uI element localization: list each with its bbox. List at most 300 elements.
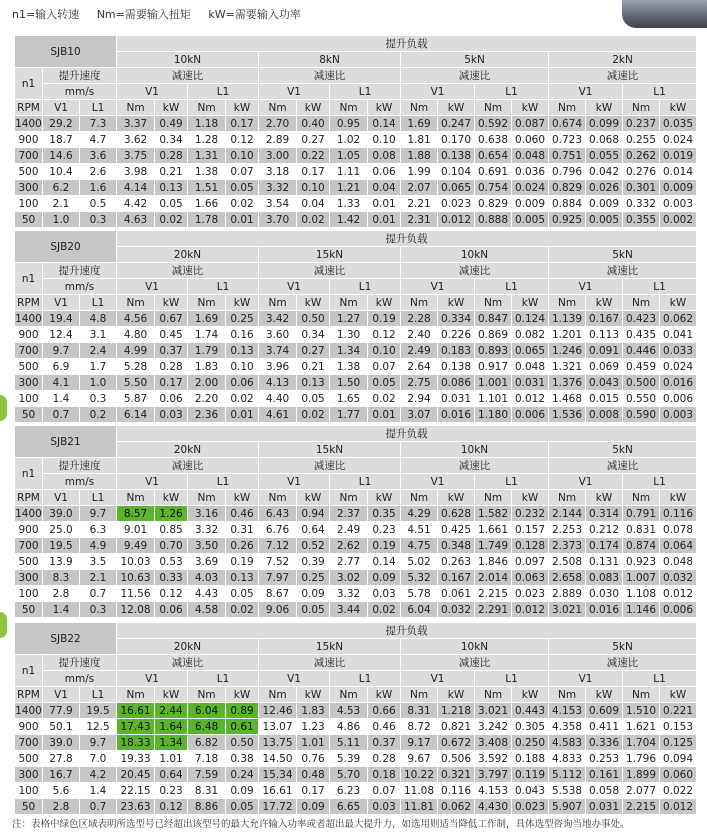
ratio-l1: L1 — [330, 671, 401, 687]
speed-header — [43, 263, 117, 279]
table-cell: 50 — [15, 212, 43, 228]
table-cell: 1.749 — [475, 538, 512, 554]
table-row — [15, 767, 697, 783]
speed-label: 提升速度 — [58, 264, 101, 277]
speed-unit: mm/s — [43, 279, 117, 295]
table-cell: 5.39 — [330, 751, 368, 767]
unit-rpm: RPM — [15, 490, 43, 506]
table-cell: 1.65 — [330, 391, 368, 407]
unit-nm: Nm — [401, 687, 438, 703]
table-cell: 1.146 — [623, 602, 660, 618]
table-cell: 0.065 — [512, 343, 549, 359]
table-cell: 0.06 — [155, 602, 188, 618]
table-cell: 0.016 — [660, 375, 697, 391]
table-cell: 17.72 — [259, 799, 297, 815]
table-cell: 6.76 — [259, 522, 297, 538]
unit-kw: kW — [297, 100, 330, 116]
table-cell: 0.008 — [586, 407, 623, 423]
table-cell-highlighted: 1.26 — [155, 506, 188, 522]
table-cell: 1.0 — [80, 375, 117, 391]
table-cell: 0.026 — [586, 180, 623, 196]
table-cell: 0.39 — [297, 554, 330, 570]
table-cell: 2.291 — [475, 602, 512, 618]
table-cell: 1.05 — [330, 148, 368, 164]
table-cell: 0.17 — [226, 116, 259, 132]
unit-v1: V1 — [43, 687, 80, 703]
unit-v1: V1 — [43, 100, 80, 116]
table-cell: 0.033 — [660, 343, 697, 359]
table-cell: 0.50 — [226, 735, 259, 751]
unit-nm: Nm — [549, 490, 586, 506]
unit-kw: kW — [438, 100, 475, 116]
unit-nm: Nm — [549, 687, 586, 703]
ratio-v1: V1 — [117, 84, 188, 100]
table-cell-highlighted: 1.34 — [155, 735, 188, 751]
table-row — [15, 522, 697, 538]
table-cell: 8.31 — [188, 783, 226, 799]
table-cell: 0.12 — [155, 799, 188, 815]
table-cell: 0.332 — [623, 196, 660, 212]
table-cell: 1.139 — [549, 311, 586, 327]
table-cell: 4.80 — [117, 327, 155, 343]
table-cell: 0.041 — [660, 327, 697, 343]
unit-kw: kW — [586, 490, 623, 506]
table-cell: 0.086 — [438, 375, 475, 391]
table-cell: 0.23 — [155, 783, 188, 799]
table-row — [15, 783, 697, 799]
table-cell: 2.31 — [401, 212, 438, 228]
table-cell: 0.012 — [660, 586, 697, 602]
table-cell: 1.201 — [549, 327, 586, 343]
table-cell: 0.02 — [226, 391, 259, 407]
table-cell: 0.821 — [438, 719, 475, 735]
table-cell: 1.108 — [623, 586, 660, 602]
table-cell: 0.058 — [586, 783, 623, 799]
table-cell: 0.031 — [438, 391, 475, 407]
table-cell: 0.46 — [368, 719, 401, 735]
unit-nm: Nm — [623, 490, 660, 506]
unit-rpm: RPM — [15, 100, 43, 116]
table-cell-highlighted: 2.44 — [155, 703, 188, 719]
unit-kw: kW — [586, 295, 623, 311]
unit-nm: Nm — [401, 295, 438, 311]
table-cell: 1.74 — [188, 327, 226, 343]
table-cell: 0.28 — [155, 148, 188, 164]
table-cell: 900 — [15, 522, 43, 538]
table-cell: 0.131 — [586, 554, 623, 570]
load-value: 8kN — [259, 52, 401, 68]
table-cell: 0.087 — [512, 116, 549, 132]
table-cell: 2.4 — [80, 343, 117, 359]
table-cell: 0.161 — [586, 767, 623, 783]
table-cell: 4.42 — [117, 196, 155, 212]
table-cell: 0.67 — [155, 311, 188, 327]
table-cell: 0.048 — [660, 554, 697, 570]
table-cell: 1.27 — [330, 311, 368, 327]
table-cell: 8.31 — [401, 703, 438, 719]
table-cell: 0.082 — [512, 327, 549, 343]
ratio-label: 减速比 — [259, 263, 401, 279]
table-cell: 0.083 — [586, 570, 623, 586]
table-cell: 0.124 — [512, 311, 549, 327]
table-cell: 1.88 — [401, 148, 438, 164]
unit-kw: kW — [660, 295, 697, 311]
table-cell: 6.9 — [43, 359, 80, 375]
unit-nm: Nm — [117, 295, 155, 311]
unit-kw: kW — [586, 687, 623, 703]
table-cell: 2.8 — [43, 586, 80, 602]
table-cell: 9.67 — [401, 751, 438, 767]
table-cell: 300 — [15, 570, 43, 586]
table-cell: 3.75 — [117, 148, 155, 164]
unit-kw: kW — [226, 490, 259, 506]
table-cell: 3.32 — [330, 586, 368, 602]
table-cell: 0.07 — [226, 164, 259, 180]
unit-kw: kW — [660, 100, 697, 116]
load-value: 5kN — [549, 247, 697, 263]
load-value: 15kN — [259, 442, 401, 458]
legend — [12, 6, 315, 22]
table-cell: 2.8 — [43, 799, 80, 815]
table-cell: 2.215 — [623, 799, 660, 815]
table-cell: 0.10 — [368, 132, 401, 148]
table-cell: 5.02 — [401, 554, 438, 570]
table-cell: 1400 — [15, 117, 42, 130]
table-cell: 0.065 — [438, 180, 475, 196]
ratio-label: 减速比 — [117, 263, 259, 279]
table-cell: 0.024 — [660, 359, 697, 375]
table-cell: 0.459 — [623, 359, 660, 375]
table-cell: 0.276 — [623, 164, 660, 180]
table-cell: 0.05 — [226, 180, 259, 196]
ratio-l1: L1 — [330, 279, 401, 295]
table-cell: 50 — [15, 799, 43, 815]
table-cell: 100 — [15, 783, 43, 799]
table-cell: 1.536 — [549, 407, 586, 423]
table-cell: 7.97 — [259, 570, 297, 586]
table-cell: 0.157 — [512, 522, 549, 538]
table-cell: 0.94 — [297, 506, 330, 522]
table-cell: 0.25 — [297, 570, 330, 586]
table-cell: 700 — [15, 148, 43, 164]
product-photo — [622, 0, 707, 28]
table-cell: 9.17 — [401, 735, 438, 751]
ratio-l1: L1 — [330, 84, 401, 100]
table-cell: 2.6 — [80, 164, 117, 180]
load-value: 10kN — [401, 639, 549, 655]
table-cell: 10.22 — [401, 767, 438, 783]
table-cell: 2.64 — [401, 359, 438, 375]
table-row — [15, 799, 697, 815]
table-cell: 0.255 — [623, 132, 660, 148]
unit-v1: V1 — [43, 295, 80, 311]
table-cell: 2.20 — [188, 391, 226, 407]
ratio-label: 减速比 — [549, 458, 697, 474]
table-cell: 0.060 — [512, 132, 549, 148]
table-cell: 0.10 — [226, 148, 259, 164]
table-cell: 50 — [15, 407, 43, 423]
ratio-label: 减速比 — [259, 68, 401, 84]
table-cell: 5.11 — [330, 735, 368, 751]
ratio-label: 减速比 — [117, 68, 259, 84]
unit-nm: Nm — [188, 687, 226, 703]
table-cell: 0.012 — [660, 799, 697, 815]
unit-nm: Nm — [117, 687, 155, 703]
table-cell: 3.96 — [259, 359, 297, 375]
table-cell: 0.751 — [549, 148, 586, 164]
table-cell: 4.61 — [259, 407, 297, 423]
load-value: 15kN — [259, 639, 401, 655]
table-cell: 9.01 — [117, 522, 155, 538]
table-cell: 1.51 — [188, 180, 226, 196]
table-cell: 1.79 — [188, 343, 226, 359]
table-cell: 3.021 — [475, 703, 512, 719]
load-value: 2kN — [549, 52, 697, 68]
table-cell: 18.7 — [43, 132, 80, 148]
table-cell: 0.423 — [623, 311, 660, 327]
unit-v1: V1 — [43, 490, 80, 506]
table-cell: 3.69 — [188, 554, 226, 570]
unit-kw: kW — [155, 100, 188, 116]
ratio-v1: V1 — [117, 671, 188, 687]
table-cell: 7.12 — [259, 538, 297, 554]
table-cell: 2.36 — [188, 407, 226, 423]
table-cell: 0.17 — [297, 164, 330, 180]
unit-nm: Nm — [401, 100, 438, 116]
load-value: 10kN — [401, 247, 549, 263]
table-cell: 0.02 — [155, 212, 188, 228]
table-cell: 0.009 — [512, 196, 549, 212]
table-cell: 12.5 — [80, 719, 117, 735]
unit-kw: kW — [438, 490, 475, 506]
table-cell: 0.893 — [475, 343, 512, 359]
table-cell: 0.28 — [155, 359, 188, 375]
unit-l1: L1 — [80, 490, 117, 506]
table-cell: 12.4 — [43, 327, 80, 343]
speed-header — [43, 458, 117, 474]
table-cell: 0.060 — [660, 767, 697, 783]
table-cell: 0.030 — [586, 586, 623, 602]
table-cell: 0.31 — [226, 522, 259, 538]
table-cell: 3.62 — [117, 132, 155, 148]
speed-label: 提升速度 — [58, 69, 101, 82]
table-cell: 0.70 — [155, 538, 188, 554]
table-cell: 13.75 — [259, 735, 297, 751]
table-cell: 1.69 — [188, 311, 226, 327]
table-row — [15, 196, 697, 212]
table-cell: 0.28 — [368, 751, 401, 767]
table-cell: 0.006 — [660, 602, 697, 618]
table-cell: 0.031 — [586, 799, 623, 815]
table-cell: 6.82 — [188, 735, 226, 751]
table-cell: 0.03 — [368, 586, 401, 602]
ratio-label: 减速比 — [117, 655, 259, 671]
table-cell: 0.02 — [226, 196, 259, 212]
table-cell: 0.262 — [623, 148, 660, 164]
table-cell: 0.02 — [368, 602, 401, 618]
table-cell: 3.6 — [80, 148, 117, 164]
table-cell: 0.21 — [297, 359, 330, 375]
table-row — [15, 359, 697, 375]
table-cell: 19.5 — [80, 703, 117, 719]
table-cell: 4.583 — [549, 735, 586, 751]
table-cell: 0.917 — [475, 359, 512, 375]
table-cell: 5.78 — [401, 586, 438, 602]
table-cell: 2.21 — [401, 196, 438, 212]
unit-nm: Nm — [259, 100, 297, 116]
table-cell: 0.002 — [660, 212, 697, 228]
model-name: SJB20 — [15, 231, 117, 263]
load-value: 20kN — [117, 247, 259, 263]
table-cell: 1.218 — [438, 703, 475, 719]
ratio-v1: V1 — [401, 279, 475, 295]
unit-kw: kW — [368, 100, 401, 116]
table-cell: 1.6 — [80, 180, 117, 196]
table-cell: 0.592 — [475, 116, 512, 132]
table-cell: 4.1 — [43, 375, 80, 391]
footnote: 注：表格中绿色区域表明所选型号已经超出该型号的最大允许输入功率或者超出最大提升力，如选用则适当降低工作制，具体选型咨询当地办事处。 — [12, 819, 630, 830]
table-cell: 0.888 — [475, 212, 512, 228]
table-cell: 900 — [15, 132, 43, 148]
table-cell: 4.51 — [401, 522, 438, 538]
table-cell: 6.04 — [401, 602, 438, 618]
ratio-v1: V1 — [259, 474, 330, 490]
table-cell: 100 — [15, 586, 43, 602]
table-cell: 700 — [15, 538, 43, 554]
table-cell: 500 — [15, 554, 43, 570]
table-cell: 0.550 — [623, 391, 660, 407]
table-cell: 0.237 — [623, 116, 660, 132]
ratio-label: 减速比 — [401, 458, 549, 474]
table-cell: 0.672 — [438, 735, 475, 751]
table-cell: 1.83 — [188, 359, 226, 375]
table-cell: 0.847 — [475, 311, 512, 327]
table-cell: 0.754 — [475, 180, 512, 196]
table-cell: 3.50 — [188, 538, 226, 554]
table-cell: 0.063 — [512, 570, 549, 586]
load-value: 5kN — [549, 442, 697, 458]
table-cell: 0.01 — [368, 407, 401, 423]
table-cell: 0.14 — [368, 116, 401, 132]
table-cell: 0.043 — [586, 375, 623, 391]
ratio-l1: L1 — [475, 279, 549, 295]
table-cell: 5.87 — [117, 391, 155, 407]
table-cell: 0.17 — [155, 375, 188, 391]
table-cell: 3.07 — [401, 407, 438, 423]
table-cell: 900 — [15, 719, 43, 735]
ratio-l1: L1 — [623, 279, 697, 295]
table-cell: 3.54 — [259, 196, 297, 212]
table-cell: 0.12 — [155, 586, 188, 602]
table-cell: 0.24 — [226, 767, 259, 783]
ratio-v1: V1 — [549, 474, 623, 490]
table-cell: 4.99 — [117, 343, 155, 359]
unit-nm: Nm — [117, 490, 155, 506]
table-cell: 1.899 — [623, 767, 660, 783]
table-cell: 3.18 — [259, 164, 297, 180]
table-cell: 0.874 — [623, 538, 660, 554]
table-cell: 1.180 — [475, 407, 512, 423]
table-cell: 0.094 — [660, 751, 697, 767]
table-cell: 14.6 — [43, 148, 80, 164]
table-cell: 1.42 — [330, 212, 368, 228]
load-header: 提升负载 — [117, 231, 697, 247]
spec-table — [14, 35, 697, 228]
table-cell: 6.3 — [80, 522, 117, 538]
unit-kw: kW — [226, 100, 259, 116]
ratio-v1: V1 — [259, 671, 330, 687]
table-cell: 0.005 — [512, 212, 549, 228]
table-cell: 1.83 — [297, 703, 330, 719]
table-cell: 0.104 — [438, 164, 475, 180]
table-cell: 3.32 — [259, 180, 297, 196]
table-cell: 0.05 — [297, 602, 330, 618]
table-cell: 500 — [15, 751, 43, 767]
table-cell: 2.70 — [259, 116, 297, 132]
table-cell: 0.884 — [549, 196, 586, 212]
ratio-v1: V1 — [401, 671, 475, 687]
table-cell: 2.37 — [330, 506, 368, 522]
table-cell: 1.704 — [623, 735, 660, 751]
table-cell: 1.4 — [43, 602, 80, 618]
table-row — [15, 116, 697, 132]
table-cell: 0.167 — [586, 311, 623, 327]
table-cell: 5.538 — [549, 783, 586, 799]
table-cell: 0.02 — [297, 407, 330, 423]
unit-kw: kW — [155, 687, 188, 703]
table-cell: 2.658 — [549, 570, 586, 586]
table-cell: 3.592 — [475, 751, 512, 767]
table-row — [15, 148, 697, 164]
table-cell: 0.06 — [368, 164, 401, 180]
table-cell: 0.18 — [368, 767, 401, 783]
table-cell: 3.021 — [549, 602, 586, 618]
table-cell: 0.321 — [438, 767, 475, 783]
unit-nm: Nm — [259, 295, 297, 311]
table-cell: 1.30 — [330, 327, 368, 343]
unit-kw: kW — [512, 295, 549, 311]
table-cell: 300 — [15, 180, 43, 196]
ratio-v1: V1 — [549, 279, 623, 295]
table-cell: 0.023 — [512, 586, 549, 602]
unit-kw: kW — [512, 687, 549, 703]
table-cell: 1.7 — [80, 359, 117, 375]
table-cell: 0.015 — [586, 391, 623, 407]
table-cell: 12.08 — [117, 602, 155, 618]
speed-label: 提升速度 — [58, 656, 101, 669]
ratio-label: 减速比 — [401, 263, 549, 279]
speed-header — [43, 655, 117, 671]
table-cell: 8.86 — [188, 799, 226, 815]
table-cell: 0.12 — [368, 327, 401, 343]
table-cell: 1.23 — [297, 719, 330, 735]
table-cell: 0.829 — [475, 196, 512, 212]
table-cell: 4.03 — [188, 570, 226, 586]
table-cell: 7.52 — [259, 554, 297, 570]
table-cell: 0.009 — [586, 196, 623, 212]
table-cell: 0.336 — [586, 735, 623, 751]
table-cell: 100 — [15, 391, 43, 407]
table-cell: 8.3 — [43, 570, 80, 586]
model-name: SJB10 — [15, 36, 117, 68]
table-cell: 8.72 — [401, 719, 438, 735]
table-cell: 0.09 — [368, 570, 401, 586]
table-cell: 1.621 — [623, 719, 660, 735]
load-header: 提升负载 — [117, 623, 697, 639]
table-cell-highlighted: 1.64 — [155, 719, 188, 735]
table-cell: 0.7 — [43, 407, 80, 423]
ratio-l1: L1 — [623, 84, 697, 100]
